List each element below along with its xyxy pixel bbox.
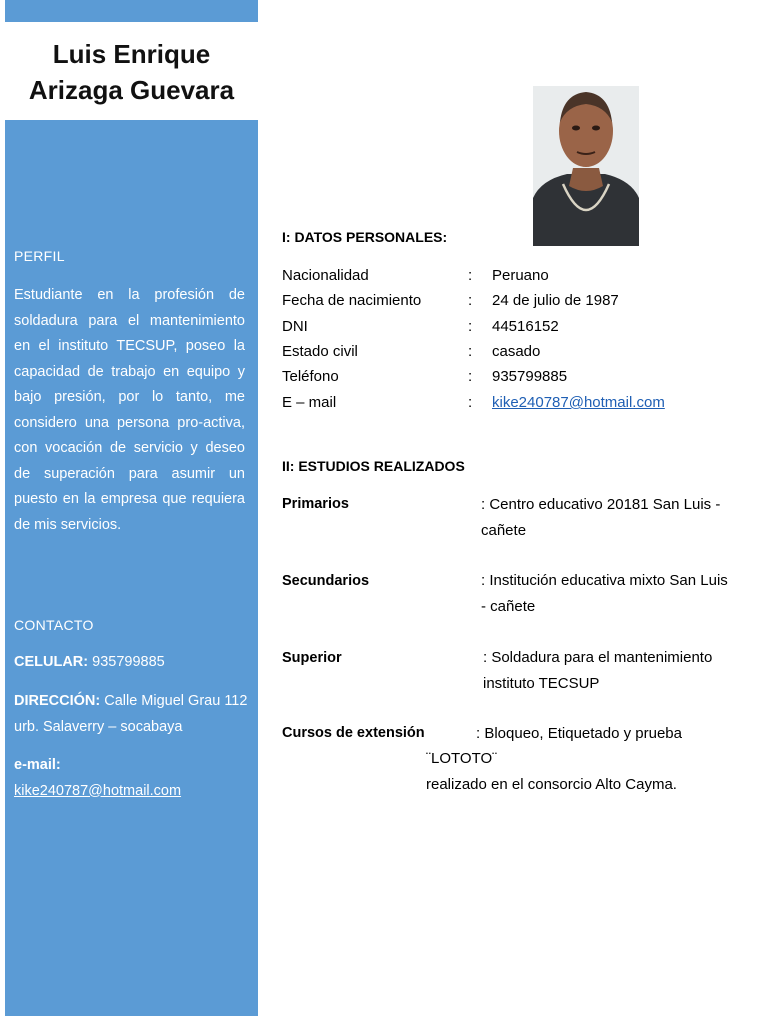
datos-personales-title: I: DATOS PERSONALES: [282, 229, 448, 245]
candidate-name [5, 36, 258, 108]
perfil-heading: PERFIL [14, 248, 65, 264]
secundarios-value: : Institución educativa mixto San Luis - cañete [481, 572, 728, 615]
row-colon: : [468, 343, 473, 360]
row-colon: : [468, 267, 473, 284]
email-label: e-mail: [14, 757, 61, 773]
primarios-label: Primarios [282, 496, 349, 512]
row-label: DNI [282, 318, 308, 335]
cursos-value-line2: ¨LOTOTO¨ [426, 750, 498, 767]
profile-photo [533, 86, 639, 246]
row-value: 24 de julio de 1987 [492, 292, 619, 309]
row-colon: : [468, 292, 473, 309]
row-label: Teléfono [282, 368, 339, 385]
row-label: Estado civil [282, 343, 358, 360]
email-link[interactable]: kike240787@hotmail.com [492, 394, 665, 411]
name-line-2: Arizaga Guevara [28, 75, 235, 105]
row-label: Fecha de nacimiento [282, 292, 422, 309]
row-value: 44516152 [492, 318, 559, 335]
sidebar-email-link[interactable]: kike240787@hotmail.com [14, 782, 182, 799]
name-line-1: Luis Enrique [52, 39, 211, 69]
superior-label: Superior [282, 650, 342, 666]
direccion-value: Calle Miguel Grau 112 urb. Salaverry – socabaya [14, 693, 248, 735]
row-value: 935799885 [492, 368, 568, 385]
row-value: casado [492, 343, 541, 360]
row-colon: : [468, 318, 473, 335]
cursos-value-line3: realizado en el consorcio Alto Cayma. [426, 776, 677, 793]
email-line [14, 753, 250, 804]
secundarios-label: Secundarios [282, 573, 370, 589]
row-colon: : [468, 394, 473, 411]
sidebar-panel [5, 120, 258, 1016]
row-value: Peruano [492, 267, 549, 284]
celular-line [14, 650, 250, 676]
primarios-value: : Centro educativo 20181 San Luis - cañete [481, 496, 721, 539]
superior-value: : Soldadura para el mantenimiento instituto TECSUP [483, 649, 713, 692]
perfil-text: Estudiante en la profesión de soldadura para el mantenimiento en el instituto TECSUP, poseo la capacidad de trabajo en equipo y bajo presión, por lo tanto, me considero una persona pro-activa, con vocación de servicio y deseo de superación para asumir un puesto en la empresa que requiera de mis servicios. [14, 287, 245, 533]
celular-value: 935799885 [92, 654, 165, 670]
person-photo-icon [533, 86, 639, 246]
contacto-heading: CONTACTO [14, 617, 94, 633]
celular-label: CELULAR: [14, 654, 89, 670]
cursos-label: Cursos de extensión [282, 725, 425, 741]
direccion-label: DIRECCIÓN: [14, 693, 101, 709]
direccion-line [14, 689, 250, 740]
row-label: Nacionalidad [282, 267, 369, 284]
cursos-value-line1: : Bloqueo, Etiquetado y prueba [476, 725, 682, 742]
row-colon: : [468, 368, 473, 385]
estudios-title: II: ESTUDIOS REALIZADOS [282, 458, 465, 474]
row-label: E – mail [282, 394, 337, 411]
sidebar-top-band [5, 0, 258, 22]
